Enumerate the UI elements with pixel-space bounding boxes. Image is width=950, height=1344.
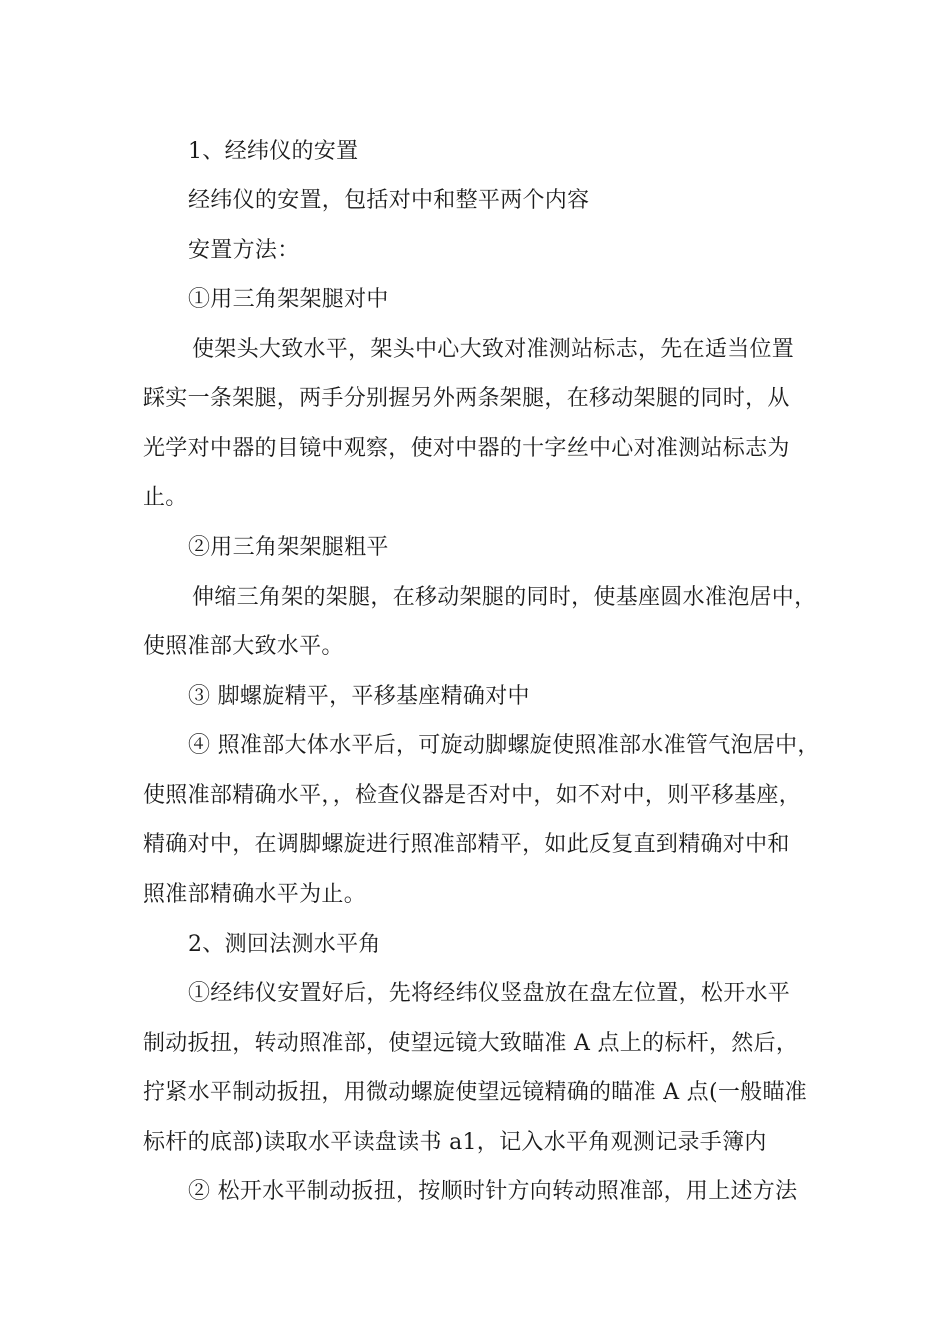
paragraph-line: ② 松开水平制动扳扭，按顺时针方向转动照准部，用上述方法	[188, 1179, 798, 1204]
paragraph-line: 安置方法：	[188, 238, 300, 263]
paragraph-line: 止。	[143, 485, 188, 510]
paragraph-line: 使架头大致水平，架头中心大致对准测站标志，先在适当位置	[192, 337, 795, 362]
paragraph-line: 精确对中，在调脚螺旋进行照准部精平，如此反复直到精确对中和	[143, 832, 790, 857]
paragraph-line: ①经纬仪安置好后，先将经纬仪竖盘放在盘左位置，松开水平	[188, 981, 791, 1006]
paragraph-line: 使照准部精确水平，，检查仪器是否对中，如不对中，则平移基座，	[143, 783, 802, 808]
step-heading-2: ②用三角架架腿粗平	[188, 535, 389, 560]
paragraph-line: 伸缩三角架的架腿，在移动架腿的同时，使基座圆水准泡居中，	[192, 585, 817, 610]
step-heading-3: ③ 脚螺旋精平，平移基座精确对中	[188, 684, 530, 709]
paragraph-line: 制动扳扭，转动照准部，使望远镜大致瞄准 A 点上的标杆，然后，	[143, 1031, 799, 1056]
paragraph-line: 照准部精确水平为止。	[143, 882, 367, 907]
step-heading-1: ①用三角架架腿对中	[188, 287, 389, 312]
section-heading-1: 1、经纬仪的安置	[188, 139, 359, 164]
section-heading-2: 2、测回法测水平角	[188, 932, 381, 957]
paragraph-line: 拧紧水平制动扳扭，用微动螺旋使望远镜精确的瞄准 A 点(一般瞄准	[143, 1080, 808, 1105]
paragraph-line: ④ 照准部大体水平后，可旋动脚螺旋使照准部水准管气泡居中，	[188, 733, 820, 758]
paragraph-line: 踩实一条架腿，两手分别握另外两条架腿，在移动架腿的同时，从	[143, 386, 790, 411]
paragraph-line: 标杆的底部)读取水平读盘读书 a1，记入水平角观测记录手簿内	[143, 1130, 767, 1155]
paragraph-line: 使照准部大致水平。	[143, 634, 344, 659]
paragraph-line: 经纬仪的安置，包括对中和整平两个内容	[188, 188, 590, 213]
paragraph-line: 光学对中器的目镜中观察，使对中器的十字丝中心对准测站标志为	[143, 436, 790, 461]
